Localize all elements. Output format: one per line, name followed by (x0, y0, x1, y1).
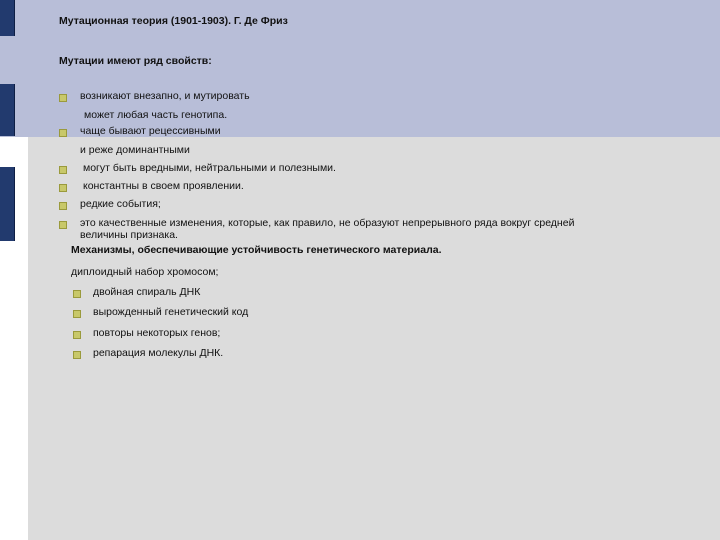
bullet-icon (73, 351, 81, 359)
left-white-strip (14, 137, 28, 540)
list-item: повторы некоторых генов; (93, 327, 221, 339)
list-item: чаще бывают рецессивными (80, 125, 221, 137)
list-item: возникают внезапно, и мутировать (80, 90, 250, 102)
list-item: это качественные изменения, которые, как правило, не образуют непрерывного ряда вокруг средней (80, 217, 575, 229)
left-accent-bar (0, 84, 15, 136)
bullet-icon (59, 129, 67, 137)
list-item: двойная спираль ДНК (93, 286, 201, 298)
bullet-icon (59, 221, 67, 229)
mechanisms-intro: диплоидный набор хромосом; (71, 266, 219, 278)
slide-title: Мутационная теория (1901-1903). Г. Де Фриз (59, 15, 288, 27)
bullet-icon (73, 290, 81, 298)
list-item: редкие события; (80, 198, 161, 210)
list-item: могут быть вредными, нейтральными и полезными. (83, 162, 336, 174)
bullet-icon (59, 94, 67, 102)
list-item: репарация молекулы ДНК. (93, 347, 224, 359)
bullet-icon (59, 166, 67, 174)
list-item: константны в своем проявлении. (83, 180, 244, 192)
list-item: вырожденный генетический код (93, 306, 249, 318)
left-accent-bar (0, 0, 15, 36)
bullet-icon (59, 202, 67, 210)
mechanisms-heading: Механизмы, обеспечивающие устойчивость генетического материала. (71, 244, 442, 256)
list-item-continuation: величины признака. (80, 229, 178, 241)
bullet-icon (73, 310, 81, 318)
bullet-icon (59, 184, 67, 192)
list-item-continuation: может любая часть генотипа. (84, 109, 228, 121)
left-accent-bar (0, 167, 15, 241)
slide-subtitle: Мутации имеют ряд свойств: (59, 55, 212, 67)
list-item-continuation: и реже доминантными (80, 144, 190, 156)
bullet-icon (73, 331, 81, 339)
